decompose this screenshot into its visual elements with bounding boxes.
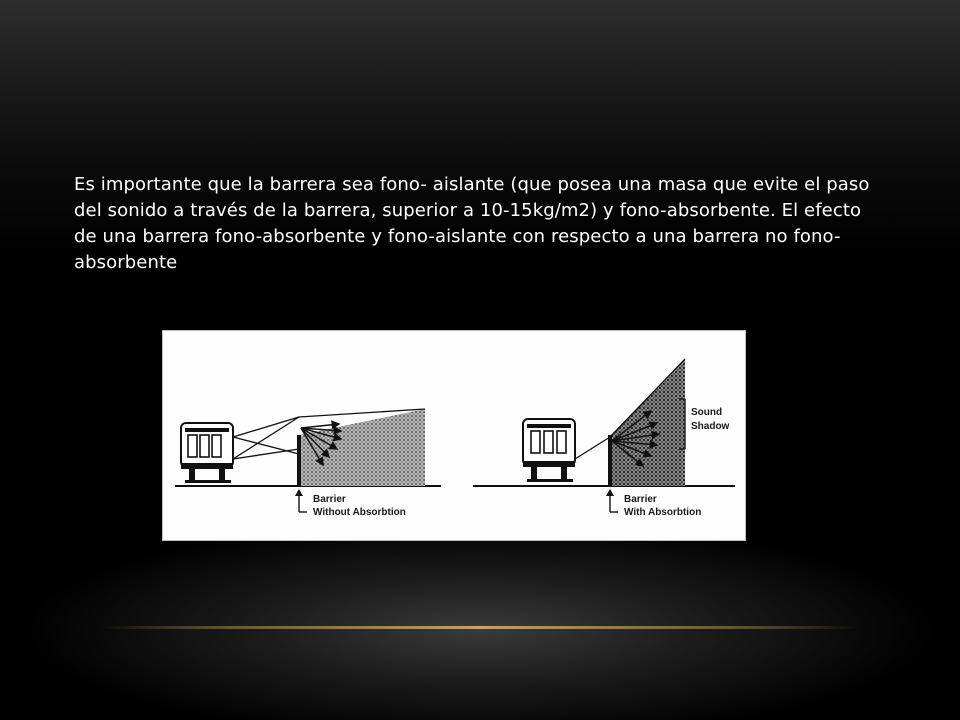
left-barrier-label-line2: Without Absorbtion [313,507,406,518]
barrier-diagram-figure [162,330,746,541]
accent-divider-line [100,626,860,629]
left-shadow-region [299,409,425,486]
left-barrier-pointer [295,489,307,512]
right-barrier-pointer [606,489,618,512]
right-shadow-region [609,359,685,486]
right-barrier [608,435,612,486]
slide-body-text: Es importante que la barrera sea fono- aislante (que posea una masa que evite el paso del sonido a través de la barrera, superior a 10-15kg/m2) y fono-absorbente. El efecto de una barrera fono-absorbente y fono-aislante con respecto a una barrera no fono-absorbente [74,174,870,273]
sound-shadow-label-line2: Shadow [691,421,730,432]
bottom-glow [0,520,960,720]
right-train-icon [523,419,575,482]
left-panel [175,409,441,518]
right-barrier-label-line2: With Absorbtion [624,507,702,518]
right-barrier-label-line1: Barrier [624,494,657,505]
left-barrier [297,435,301,486]
barrier-diagram-svg [163,331,747,542]
sound-shadow-label-line1: Sound [691,407,723,418]
left-barrier-label-line1: Barrier [313,494,346,505]
right-panel [473,359,735,518]
left-train-icon [181,423,233,483]
